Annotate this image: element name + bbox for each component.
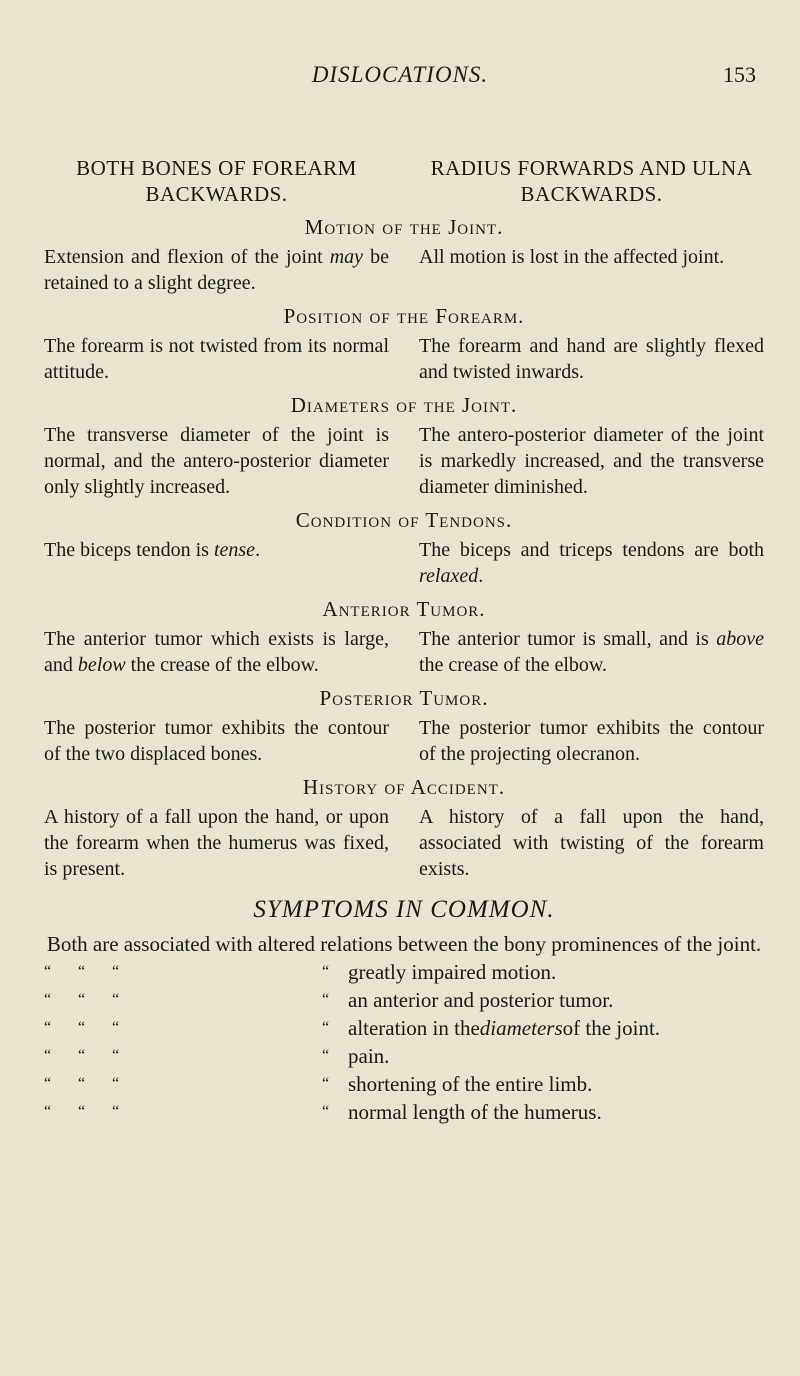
list-item: “ “ “ “ greatly impaired motion. (44, 960, 557, 984)
running-head: DISLOCATIONS. (311, 62, 489, 87)
right-text: A history of a fall upon the hand, associated with twisting of the forearm exists. (419, 806, 764, 880)
section-motion (44, 215, 764, 296)
left-text: The forearm is not twisted from its normal attitude. (44, 335, 389, 383)
right-text: The forearm and hand are slightly flexed and twisted inwards. (419, 335, 764, 383)
column-heads (44, 155, 764, 207)
section-diameters (44, 393, 764, 500)
section-heading: Position of the Forearm. (283, 304, 525, 328)
left-column-head: BOTH BONES OF FOREARM BACKWARDS. (76, 156, 357, 206)
section-heading: History of Accident. (302, 775, 506, 799)
section-heading: Diameters of the Joint. (290, 393, 518, 417)
section-heading: Condition of Tendons. (295, 508, 513, 532)
right-text: The anterior tumor is small, and is above the crease of the elbow. (419, 628, 764, 676)
left-text: The anterior tumor which exists is large, and below the crease of the elbow. (44, 628, 389, 676)
list-item: “ “ “ “ shortening of the entire limb. (44, 1072, 593, 1096)
list-item: “ “ “ “ an anterior and posterior tumor. (44, 988, 614, 1012)
section-heading: Motion of the Joint. (304, 215, 504, 239)
left-text: Extension and flexion of the joint may be retained to a slight degree. (44, 246, 389, 294)
section-heading: Posterior Tumor. (319, 686, 489, 710)
left-text: The biceps tendon is tense. (44, 539, 261, 561)
symptoms-in-common-intro: Both are associated with altered relations between the bony prominences of the joint. (46, 932, 762, 956)
left-text: The posterior tumor exhibits the contour of the two displaced bones. (44, 717, 389, 765)
section-heading: Anterior Tumor. (322, 597, 486, 621)
right-column-head: RADIUS FORWARDS AND ULNA BACKWARDS. (430, 156, 753, 206)
symptoms-in-common-title: SYMPTOMS IN COMMON. (253, 896, 555, 923)
page-number: 153 (723, 62, 756, 87)
section-posterior-tumor (44, 686, 764, 767)
section-history (44, 775, 764, 882)
list-item: “ “ “ “ alteration in the diameters of the joint. (44, 1016, 661, 1040)
ditto-list (44, 958, 764, 1126)
right-text: All motion is lost in the affected joint. (419, 246, 725, 268)
section-anterior-tumor (44, 597, 764, 678)
right-text: The antero-posterior diameter of the joint is markedly increased, and the transverse diameter diminished. (419, 424, 764, 498)
section-position (44, 304, 764, 385)
list-item: “ “ “ “ pain. (44, 1044, 390, 1068)
section-tendons (44, 508, 764, 589)
right-text: The biceps and triceps tendons are both relaxed. (419, 539, 764, 587)
list-item: “ “ “ “ normal length of the humerus. (44, 1100, 602, 1124)
right-text: The posterior tumor exhibits the contour of the projecting olecranon. (419, 717, 764, 765)
left-text: A history of a fall upon the hand, or upon the forearm when the humerus was fixed, is present. (44, 806, 389, 880)
left-text: The transverse diameter of the joint is normal, and the antero-posterior diameter only slightly increased. (44, 424, 389, 498)
page-content (44, 155, 764, 1126)
